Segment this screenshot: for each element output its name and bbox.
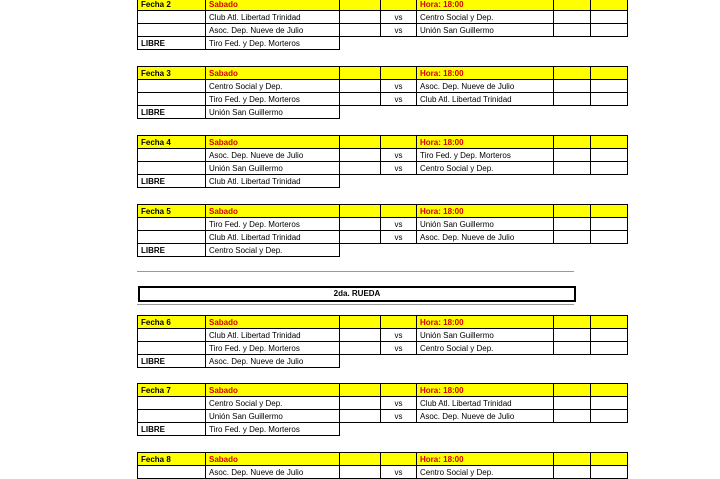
fixture-header-row bbox=[138, 384, 628, 397]
empty-cell bbox=[340, 136, 381, 149]
vs-label: vs bbox=[381, 231, 417, 244]
empty-cell bbox=[591, 136, 628, 149]
empty-cell bbox=[381, 136, 417, 149]
empty-cell bbox=[591, 149, 628, 162]
blank bbox=[417, 423, 554, 436]
blank bbox=[554, 106, 591, 119]
blank bbox=[591, 106, 628, 119]
empty-cell bbox=[340, 397, 381, 410]
fixture-header-row bbox=[138, 453, 628, 466]
libre-row bbox=[138, 423, 628, 436]
vs-label: vs bbox=[381, 93, 417, 106]
empty-cell bbox=[138, 11, 206, 24]
libre-row bbox=[138, 244, 628, 257]
blank bbox=[591, 244, 628, 257]
empty-cell bbox=[381, 205, 417, 218]
empty-cell bbox=[554, 218, 591, 231]
fixture-header-row bbox=[138, 67, 628, 80]
empty-cell bbox=[554, 329, 591, 342]
empty-cell bbox=[554, 231, 591, 244]
away-team: Centro Social y Dep. bbox=[417, 466, 554, 479]
away-team: Unión San Guillermo bbox=[417, 218, 554, 231]
empty-cell bbox=[554, 149, 591, 162]
fixture-block-fecha-6 bbox=[137, 315, 628, 368]
empty-cell bbox=[591, 316, 628, 329]
libre-label: LIBRE bbox=[138, 175, 206, 188]
home-team: Asoc. Dep. Nueve de Julio bbox=[206, 466, 340, 479]
empty-cell bbox=[554, 80, 591, 93]
empty-cell bbox=[138, 466, 206, 479]
empty-cell bbox=[554, 410, 591, 423]
fixture-block-fecha-4 bbox=[137, 135, 628, 188]
blank bbox=[381, 37, 417, 50]
empty-cell bbox=[554, 397, 591, 410]
match-row bbox=[138, 93, 628, 106]
libre-label: LIBRE bbox=[138, 355, 206, 368]
fecha-label: Fecha 3 bbox=[138, 67, 206, 80]
home-team: Unión San Guillermo bbox=[206, 162, 340, 175]
libre-label: LIBRE bbox=[138, 244, 206, 257]
empty-cell bbox=[340, 11, 381, 24]
free-team: Unión San Guillermo bbox=[206, 106, 340, 119]
empty-cell bbox=[138, 149, 206, 162]
empty-cell bbox=[591, 397, 628, 410]
away-team: Unión San Guillermo bbox=[417, 329, 554, 342]
empty-cell bbox=[381, 316, 417, 329]
blank bbox=[381, 355, 417, 368]
match-row bbox=[138, 342, 628, 355]
blank bbox=[340, 175, 381, 188]
divider bbox=[137, 271, 574, 272]
match-row bbox=[138, 162, 628, 175]
day-label: Sabado bbox=[206, 453, 340, 466]
match-row bbox=[138, 329, 628, 342]
blank bbox=[591, 37, 628, 50]
empty-cell bbox=[554, 316, 591, 329]
home-team: Tiro Fed. y Dep. Morteros bbox=[206, 93, 340, 106]
vs-label: vs bbox=[381, 80, 417, 93]
blank bbox=[381, 175, 417, 188]
libre-row bbox=[138, 355, 628, 368]
home-team: Tiro Fed. y Dep. Morteros bbox=[206, 218, 340, 231]
fecha-label: Fecha 7 bbox=[138, 384, 206, 397]
fixture-header-row bbox=[138, 316, 628, 329]
empty-cell bbox=[591, 466, 628, 479]
empty-cell bbox=[138, 342, 206, 355]
home-team: Club Atl. Libertad Trinidad bbox=[206, 329, 340, 342]
fecha-label: Fecha 5 bbox=[138, 205, 206, 218]
away-team: Centro Social y Dep. bbox=[417, 342, 554, 355]
blank bbox=[340, 37, 381, 50]
empty-cell bbox=[591, 231, 628, 244]
empty-cell bbox=[138, 24, 206, 37]
away-team: Asoc. Dep. Nueve de Julio bbox=[417, 231, 554, 244]
vs-label: vs bbox=[381, 218, 417, 231]
libre-row bbox=[138, 37, 628, 50]
libre-label: LIBRE bbox=[138, 423, 206, 436]
empty-cell bbox=[340, 80, 381, 93]
away-team: Asoc. Dep. Nueve de Julio bbox=[417, 80, 554, 93]
empty-cell bbox=[591, 93, 628, 106]
hora-label: Hora: 18:00 bbox=[417, 205, 554, 218]
empty-cell bbox=[340, 384, 381, 397]
empty-cell bbox=[591, 453, 628, 466]
home-team: Club Atl. Libertad Trinidad bbox=[206, 11, 340, 24]
empty-cell bbox=[381, 384, 417, 397]
vs-label: vs bbox=[381, 329, 417, 342]
away-team: Centro Social y Dep. bbox=[417, 11, 554, 24]
match-row bbox=[138, 24, 628, 37]
empty-cell bbox=[381, 453, 417, 466]
divider bbox=[137, 304, 574, 305]
libre-row bbox=[138, 106, 628, 119]
home-team: Centro Social y Dep. bbox=[206, 397, 340, 410]
blank bbox=[417, 106, 554, 119]
empty-cell bbox=[591, 384, 628, 397]
blank bbox=[554, 423, 591, 436]
day-label: Sabado bbox=[206, 205, 340, 218]
rueda-banner: 2da. RUEDA bbox=[138, 286, 576, 302]
blank bbox=[554, 244, 591, 257]
match-row bbox=[138, 218, 628, 231]
empty-cell bbox=[554, 136, 591, 149]
vs-label: vs bbox=[381, 397, 417, 410]
empty-cell bbox=[591, 0, 628, 11]
fixture-block-fecha-3 bbox=[137, 66, 628, 119]
empty-cell bbox=[591, 11, 628, 24]
fixture-header-row bbox=[138, 136, 628, 149]
blank bbox=[554, 175, 591, 188]
empty-cell bbox=[340, 342, 381, 355]
day-label: Sabado bbox=[206, 67, 340, 80]
empty-cell bbox=[554, 342, 591, 355]
empty-cell bbox=[554, 93, 591, 106]
away-team: Club Atl. Libertad Trinidad bbox=[417, 397, 554, 410]
hora-label: Hora: 18:00 bbox=[417, 67, 554, 80]
blank bbox=[591, 175, 628, 188]
empty-cell bbox=[591, 24, 628, 37]
blank bbox=[554, 355, 591, 368]
blank bbox=[554, 37, 591, 50]
blank bbox=[417, 355, 554, 368]
empty-cell bbox=[381, 67, 417, 80]
empty-cell bbox=[554, 162, 591, 175]
empty-cell bbox=[340, 0, 381, 11]
away-team: Unión San Guillermo bbox=[417, 24, 554, 37]
empty-cell bbox=[340, 24, 381, 37]
vs-label: vs bbox=[381, 410, 417, 423]
libre-label: LIBRE bbox=[138, 106, 206, 119]
match-row bbox=[138, 231, 628, 244]
vs-label: vs bbox=[381, 24, 417, 37]
fecha-label: Fecha 6 bbox=[138, 316, 206, 329]
empty-cell bbox=[138, 410, 206, 423]
empty-cell bbox=[138, 329, 206, 342]
empty-cell bbox=[340, 316, 381, 329]
empty-cell bbox=[554, 24, 591, 37]
blank bbox=[417, 244, 554, 257]
blank bbox=[340, 423, 381, 436]
home-team: Centro Social y Dep. bbox=[206, 80, 340, 93]
empty-cell bbox=[340, 453, 381, 466]
hora-label: Hora: 18:00 bbox=[417, 0, 554, 11]
vs-label: vs bbox=[381, 149, 417, 162]
libre-row bbox=[138, 175, 628, 188]
hora-label: Hora: 18:00 bbox=[417, 384, 554, 397]
match-row bbox=[138, 11, 628, 24]
away-team: Tiro Fed. y Dep. Morteros bbox=[417, 149, 554, 162]
fixture-block-fecha-2 bbox=[137, 0, 628, 50]
fixture-block-fecha-5 bbox=[137, 204, 628, 257]
empty-cell bbox=[554, 384, 591, 397]
free-team: Asoc. Dep. Nueve de Julio bbox=[206, 355, 340, 368]
blank bbox=[381, 106, 417, 119]
empty-cell bbox=[138, 162, 206, 175]
empty-cell bbox=[554, 67, 591, 80]
empty-cell bbox=[554, 205, 591, 218]
blank bbox=[381, 423, 417, 436]
vs-label: vs bbox=[381, 342, 417, 355]
empty-cell bbox=[340, 149, 381, 162]
empty-cell bbox=[340, 466, 381, 479]
empty-cell bbox=[554, 0, 591, 11]
match-row bbox=[138, 410, 628, 423]
fecha-label: Fecha 2 bbox=[138, 0, 206, 11]
vs-label: vs bbox=[381, 11, 417, 24]
day-label: Sabado bbox=[206, 384, 340, 397]
away-team: Centro Social y Dep. bbox=[417, 162, 554, 175]
blank bbox=[417, 37, 554, 50]
empty-cell bbox=[591, 67, 628, 80]
libre-label: LIBRE bbox=[138, 37, 206, 50]
empty-cell bbox=[554, 453, 591, 466]
free-team: Centro Social y Dep. bbox=[206, 244, 340, 257]
empty-cell bbox=[340, 162, 381, 175]
empty-cell bbox=[138, 93, 206, 106]
fixture-header-row bbox=[138, 0, 628, 11]
blank bbox=[591, 423, 628, 436]
blank bbox=[381, 244, 417, 257]
match-row bbox=[138, 149, 628, 162]
empty-cell bbox=[591, 80, 628, 93]
empty-cell bbox=[554, 466, 591, 479]
hora-label: Hora: 18:00 bbox=[417, 136, 554, 149]
free-team: Tiro Fed. y Dep. Morteros bbox=[206, 423, 340, 436]
fecha-label: Fecha 8 bbox=[138, 453, 206, 466]
blank bbox=[340, 106, 381, 119]
empty-cell bbox=[591, 342, 628, 355]
fixture-header-row bbox=[138, 205, 628, 218]
home-team: Asoc. Dep. Nueve de Julio bbox=[206, 24, 340, 37]
empty-cell bbox=[591, 162, 628, 175]
empty-cell bbox=[138, 80, 206, 93]
fixture-block-fecha-7 bbox=[137, 383, 628, 436]
fecha-label: Fecha 4 bbox=[138, 136, 206, 149]
vs-label: vs bbox=[381, 162, 417, 175]
match-row bbox=[138, 397, 628, 410]
vs-label: vs bbox=[381, 466, 417, 479]
blank bbox=[417, 175, 554, 188]
blank bbox=[340, 244, 381, 257]
empty-cell bbox=[381, 0, 417, 11]
away-team: Asoc. Dep. Nueve de Julio bbox=[417, 410, 554, 423]
empty-cell bbox=[591, 218, 628, 231]
home-team: Asoc. Dep. Nueve de Julio bbox=[206, 149, 340, 162]
empty-cell bbox=[340, 205, 381, 218]
home-team: Unión San Guillermo bbox=[206, 410, 340, 423]
blank bbox=[591, 355, 628, 368]
empty-cell bbox=[340, 93, 381, 106]
empty-cell bbox=[591, 205, 628, 218]
empty-cell bbox=[340, 218, 381, 231]
empty-cell bbox=[591, 410, 628, 423]
empty-cell bbox=[591, 329, 628, 342]
home-team: Tiro Fed. y Dep. Morteros bbox=[206, 342, 340, 355]
empty-cell bbox=[138, 231, 206, 244]
empty-cell bbox=[138, 218, 206, 231]
home-team: Club Atl. Libertad Trinidad bbox=[206, 231, 340, 244]
blank bbox=[340, 355, 381, 368]
empty-cell bbox=[138, 397, 206, 410]
empty-cell bbox=[554, 11, 591, 24]
free-team: Club Atl. Libertad Trinidad bbox=[206, 175, 340, 188]
empty-cell bbox=[340, 67, 381, 80]
day-label: Sabado bbox=[206, 0, 340, 11]
empty-cell bbox=[340, 231, 381, 244]
day-label: Sabado bbox=[206, 136, 340, 149]
empty-cell bbox=[340, 329, 381, 342]
match-row bbox=[138, 466, 628, 479]
hora-label: Hora: 18:00 bbox=[417, 316, 554, 329]
empty-cell bbox=[340, 410, 381, 423]
day-label: Sabado bbox=[206, 316, 340, 329]
match-row bbox=[138, 80, 628, 93]
away-team: Club Atl. Libertad Trinidad bbox=[417, 93, 554, 106]
free-team: Tiro Fed. y Dep. Morteros bbox=[206, 37, 340, 50]
hora-label: Hora: 18:00 bbox=[417, 453, 554, 466]
